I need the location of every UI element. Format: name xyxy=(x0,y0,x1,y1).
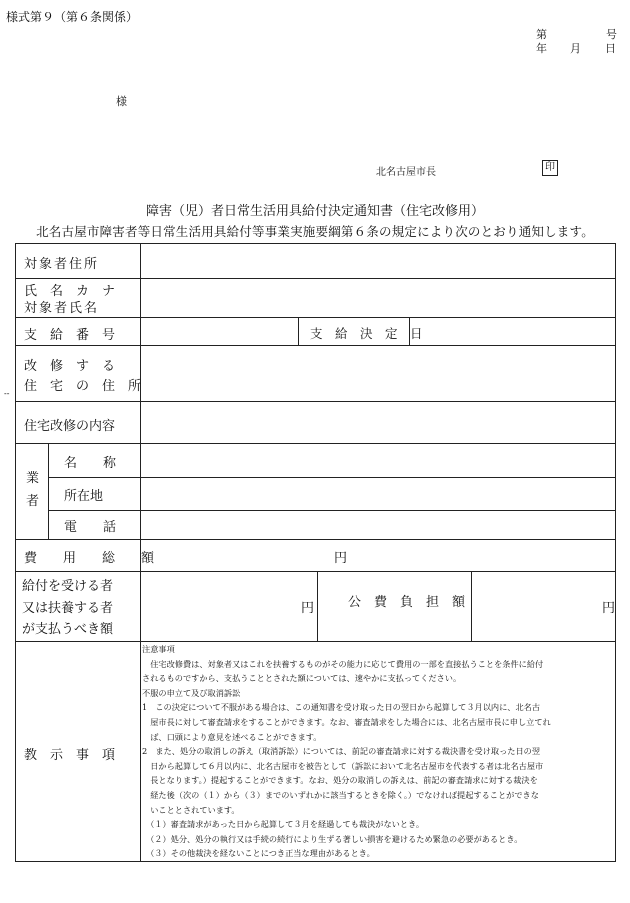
label-renovation-address-1: 改 修 す る xyxy=(24,359,116,374)
total-cost-unit: 円 xyxy=(334,551,348,566)
note-line: （１）審査請求があった日から起算して３月を経過しても裁決がないとき。 xyxy=(142,819,425,830)
column-divider xyxy=(471,571,472,641)
issuer: 北名古屋市長 xyxy=(376,167,436,178)
row-divider xyxy=(48,477,615,478)
row-divider xyxy=(16,345,615,346)
label-payer-1: 給付を受ける者 xyxy=(22,579,114,594)
label-subject-address: 対象者住所 xyxy=(24,257,100,272)
column-divider xyxy=(298,317,299,345)
label-payment-decision-date: 支 給 決 定 日 xyxy=(310,326,423,341)
note-line: 長となります。）提起することができます。なお、処分の取消しの訴えは、前記の審査請求に対する裁決を xyxy=(142,775,538,786)
column-divider xyxy=(317,571,318,641)
label-public-burden: 公 費 負 担 額 xyxy=(348,595,466,610)
label-contractor-2: 者 xyxy=(26,494,40,509)
row-divider xyxy=(16,539,615,540)
document-title: 障害（児）者日常生活用具給付決定通知書（住宅改修用） xyxy=(145,204,484,219)
row-divider xyxy=(16,401,615,402)
date-month: 月 xyxy=(570,42,581,55)
note-line: 1 この決定について不服がある場合は、この通知書を受け取った日の翌日から起算して３月以内に、北名古 xyxy=(142,702,541,713)
note-line: されるものですから、支払うこととされた額については、速やかに支払ってください。 xyxy=(142,673,462,684)
date-day: 日 xyxy=(605,42,616,55)
label-instruction: 教 示 事 項 xyxy=(24,748,116,763)
document-number-suffix: 号 xyxy=(606,28,617,41)
label-payer-2: 又は扶養する者 xyxy=(22,601,114,616)
document-number-prefix: 第 xyxy=(536,28,547,41)
instruction-notes xyxy=(142,642,607,861)
label-contractor-phone: 電 話 xyxy=(64,520,117,535)
column-divider xyxy=(48,443,49,539)
row-divider xyxy=(16,278,615,279)
note-line: （２）処分、処分の執行又は手続の続行により生ずる著しい損害を避けるため緊急の必要があるとき。 xyxy=(142,833,523,844)
label-total-cost: 費 用 総 額 xyxy=(24,551,155,566)
label-subject-name: 対象者氏名 xyxy=(24,301,100,316)
seal-mark: 印 xyxy=(542,160,558,176)
note-line: 経た後（次の（１）から（３）までのいずれかに該当するときを除く。）でなければ提起することができな xyxy=(142,789,539,800)
row-divider xyxy=(16,317,615,318)
notification-table xyxy=(4,243,616,862)
payer-amount-unit: 円 xyxy=(301,601,315,616)
row-divider xyxy=(16,571,615,572)
label-contractor-name: 名 称 xyxy=(64,456,117,471)
note-line: 不服の申立て及び取消訴訟 xyxy=(142,687,241,698)
label-renovation-address-2: 住 宅 の 住 所 xyxy=(24,379,142,394)
intro-text: 北名古屋市障害者等日常生活用具給付等事業実施要綱第６条の規定により次のとおり通知します。 xyxy=(36,224,594,239)
note-line: 住宅改修費は、対象者又はこれを扶養するものがその能力に応じて費用の一部を直接払うことを条件に給付 xyxy=(142,658,544,669)
side-mark: -- xyxy=(4,389,10,398)
label-payer-3: が支払うべき額 xyxy=(22,622,114,637)
row-divider xyxy=(16,443,615,444)
row-divider xyxy=(48,510,615,511)
note-line: 注意事項 xyxy=(142,644,175,654)
form-number: 様式第９（第６条関係） xyxy=(6,10,139,24)
label-renovation-content: 住宅改修の内容 xyxy=(24,419,116,434)
note-line: ば、口頭により意見を述べることができます。 xyxy=(142,731,322,742)
label-contractor-1: 業 xyxy=(26,471,40,486)
note-line: 日から起算して６月以内に、北名古屋市を被告として（訴訟において北名古屋市を代表する者は北名古屋市 xyxy=(142,760,544,771)
date-year: 年 xyxy=(536,42,547,55)
label-contractor-location: 所在地 xyxy=(64,489,104,504)
note-line: （３）その他裁決を経ないことにつき正当な理由があるとき。 xyxy=(142,848,375,859)
public-burden-unit: 円 xyxy=(602,601,616,616)
label-payment-number: 支 給 番 号 xyxy=(24,328,116,343)
note-line: 2 また、処分の取消しの訴え（取消訴訟）については、前記の審査請求に対する裁決書を受け取った日の翌 xyxy=(142,746,541,757)
label-name-kana: 氏 名 カ ナ xyxy=(24,284,116,299)
note-line: いこととされています。 xyxy=(142,804,240,815)
addressee-suffix: 様 xyxy=(116,95,127,108)
note-line: 屋市長に対して審査請求をすることができます。なお、審査請求をした場合には、北名古屋市長に申し立てれ xyxy=(142,716,551,727)
